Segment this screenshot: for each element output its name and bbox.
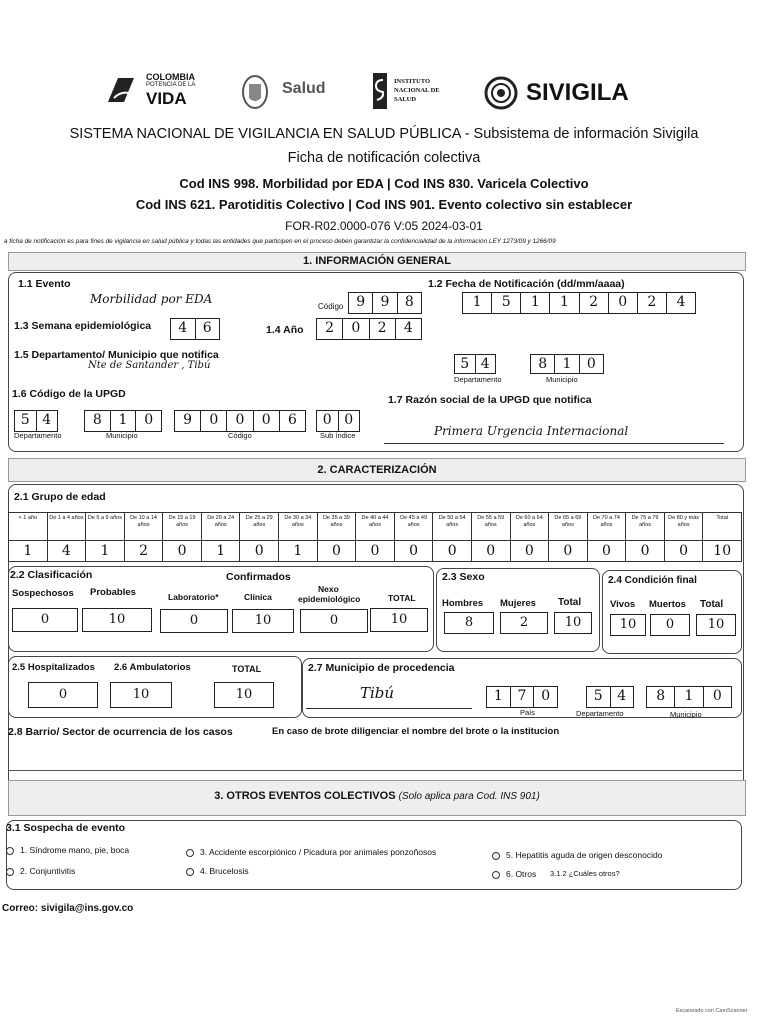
section1-header: 1. INFORMACIÓN GENERAL (8, 252, 746, 271)
upgd-dep-field[interactable] (14, 410, 58, 432)
colombia-logo (104, 72, 204, 108)
clinica-label: Clínica (244, 592, 272, 602)
anio-field[interactable] (316, 318, 422, 340)
radio-circle-icon (6, 847, 14, 855)
age-group-value[interactable]: 0 (511, 540, 550, 562)
codigo-label: Código (318, 302, 344, 311)
digit-cell[interactable]: 2 (580, 293, 609, 313)
razon-social-label: 1.7 Razón social de la UPGD que notifica (388, 394, 592, 406)
radio-circle-icon (6, 868, 14, 876)
radio-circle-icon (186, 849, 194, 857)
digit-cell[interactable]: 2 (370, 319, 396, 339)
section2-header: 2. CARACTERIZACIÓN (8, 458, 746, 482)
option-hepatitis-aguda[interactable]: 5. Hepatitis aguda de origen desconocido (492, 850, 662, 860)
razon-social-value: Primera Urgencia Internacional (434, 424, 629, 438)
digit-cell[interactable]: 9 (373, 293, 397, 313)
ins-logo-line3: SALUD (394, 96, 417, 103)
condicion-label: 2.4 Condición final (608, 575, 697, 586)
procedencia-value: Tibú (360, 684, 395, 702)
brote-label: En caso de brote diligenciar el nombre del brote o la institucion (272, 726, 560, 737)
age-group-values (8, 540, 742, 562)
digit-cell[interactable]: 2 (638, 293, 667, 313)
digit-cell[interactable]: 9 (175, 411, 201, 431)
municipio-caption: Municipio (546, 375, 578, 384)
colombia-logo-line3: VIDA (146, 89, 187, 108)
event-codes-line2: Cod INS 621. Parotiditis Colectivo | Cod INS 901. Evento colectivo sin establecer (135, 197, 633, 212)
vivos-label: Vivos (610, 599, 636, 610)
age-group-value[interactable]: 10 (703, 540, 742, 562)
colombia-logo-line2: POTENCIA DE LA (146, 82, 196, 88)
hombres-field[interactable]: 8 (444, 612, 494, 634)
age-group-value[interactable]: 0 (163, 540, 202, 562)
muertos-label: Muertos (649, 599, 686, 610)
digit-cell[interactable]: 1 (463, 293, 492, 313)
digit-cell[interactable]: 8 (531, 355, 555, 373)
option-accidente-escorpionico[interactable]: 3. Accidente escorpiónico / Picadura por animales ponzoñosos (186, 847, 436, 857)
upgd-cod-caption: Código (228, 431, 252, 440)
municipio-field[interactable] (530, 354, 604, 374)
departamento-caption: Departamento (454, 375, 502, 384)
age-group-value[interactable]: 0 (240, 540, 279, 562)
departamento-field[interactable] (454, 354, 496, 374)
depmun-value: Nte de Santander , Tibú (88, 360, 211, 371)
digit-cell[interactable]: 8 (647, 687, 675, 707)
upgd-label: 1.6 Código de la UPGD (12, 388, 126, 400)
grupo-edad-label: 2.1 Grupo de edad (14, 491, 106, 503)
pais-field[interactable] (486, 686, 558, 708)
age-group-value[interactable]: 0 (588, 540, 627, 562)
coat-of-arms-icon (240, 74, 270, 115)
sexo-total-field[interactable]: 10 (554, 612, 592, 634)
section3-title-note: (Solo aplica para Cod. INS 901) (398, 791, 540, 802)
digit-cell[interactable]: 1 (675, 687, 703, 707)
colombia-logo-line1: COLOMBIA (146, 72, 195, 82)
proc-mun-caption: Municipio (670, 710, 702, 719)
age-group-header: De 50 a 54 años (433, 512, 472, 540)
digit-cell[interactable]: 5 (455, 355, 476, 373)
barrio-label: 2.8 Barrio/ Sector de ocurrencia de los casos (8, 726, 233, 738)
upgd-sub-caption: Sub índice (320, 431, 356, 440)
age-group-value[interactable]: 1 (86, 540, 125, 562)
radio-circle-icon (186, 868, 194, 876)
procedencia-line (306, 708, 472, 709)
fecha-label: 1.2 Fecha de Notificación (dd/mm/aaaa) (428, 278, 625, 290)
digit-cell[interactable]: 5 (15, 411, 37, 431)
ha-total-field[interactable]: 10 (214, 682, 274, 708)
age-group-value[interactable]: 0 (549, 540, 588, 562)
ins-logo-line1: INSTITUTO (394, 78, 431, 85)
ins-logo-line2: NACIONAL DE (394, 87, 440, 94)
sospechosos-label: Sospechosos (12, 588, 74, 599)
cond-total-label: Total (700, 599, 724, 610)
sospechosos-field[interactable]: 0 (12, 608, 78, 632)
digit-cell[interactable]: 0 (609, 293, 638, 313)
nexo-label-2: epidemiológico (298, 594, 361, 604)
salud-logo (240, 72, 340, 112)
age-group-header: De 1 a 4 años (48, 512, 87, 540)
age-group-header: De 10 a 14 años (125, 512, 164, 540)
sivigila-logo-text: SIVIGILA (526, 79, 629, 106)
radio-circle-icon (492, 871, 500, 879)
digit-cell[interactable]: 0 (343, 319, 369, 339)
digit-cell[interactable]: 2 (317, 319, 343, 339)
digit-cell[interactable]: 4 (676, 294, 686, 310)
laboratorio-label: Laboratorio* (168, 592, 219, 602)
event-codes-line1: Cod INS 998. Morbilidad por EDA | Cod INS 830. Varicela Colectivo (179, 176, 589, 191)
digit-cell[interactable]: 0 (586, 356, 596, 372)
ins-emblem-icon (372, 72, 388, 115)
age-group-header: De 20 a 24 años (202, 512, 241, 540)
digit-cell[interactable]: 8 (85, 411, 111, 431)
digit-cell[interactable]: 4 (403, 320, 413, 336)
sexo-total-label: Total (558, 597, 582, 608)
digit-cell[interactable]: 0 (317, 411, 339, 431)
ambulatorios-field[interactable]: 10 (110, 682, 172, 708)
age-group-value[interactable]: 4 (48, 540, 87, 562)
evento-label: 1.1 Evento (18, 278, 71, 290)
age-group-value[interactable]: 0 (318, 540, 357, 562)
razon-social-line (384, 443, 724, 444)
radio-circle-icon (492, 852, 500, 860)
age-group-value[interactable]: 1 (202, 540, 241, 562)
option-sindrome-mano-pie-boca[interactable]: 1. Síndrome mano, pie, boca (6, 845, 129, 855)
pais-caption: País (520, 708, 536, 717)
confirmados-label: Confirmados (226, 571, 291, 583)
age-group-header: De 30 a 34 años (279, 512, 318, 540)
sospecha-label: 3.1 Sospecha de evento (6, 822, 126, 834)
section3-title: 3. OTROS EVENTOS COLECTIVOS (214, 790, 396, 802)
proc-dep-field[interactable] (586, 686, 634, 708)
mujeres-field[interactable]: 2 (500, 612, 548, 634)
age-group-header: De 65 a 69 años (549, 512, 588, 540)
depmun-label: 1.5 Departamento/ Municipio que notifica (14, 349, 219, 361)
digit-cell[interactable]: 6 (287, 412, 297, 428)
digit-cell[interactable]: 1 (111, 411, 137, 431)
digit-cell[interactable]: 8 (404, 294, 414, 310)
digit-cell[interactable]: 0 (254, 411, 280, 431)
hombres-label: Hombres (442, 598, 484, 609)
ambulatorios-label: 2.6 Ambulatorios (114, 662, 191, 673)
age-group-value[interactable]: 2 (125, 540, 164, 562)
evento-value: Morbilidad por EDA (90, 292, 213, 306)
upgd-sub-field[interactable] (316, 410, 360, 432)
anio-label: 1.4 Año (266, 324, 304, 336)
probables-label: Probables (90, 587, 136, 598)
ha-total-label: TOTAL (232, 664, 262, 674)
age-group-value[interactable]: 0 (665, 540, 704, 562)
age-group-header: De 5 a 9 años (86, 512, 125, 540)
age-group-header: De 60 a 64 años (511, 512, 550, 540)
age-group-value[interactable]: 1 (8, 540, 48, 562)
age-group-header: Total (703, 512, 742, 540)
upgd-mun-caption: Municipio (106, 431, 138, 440)
clasif-total-label: TOTAL (388, 593, 416, 603)
document-subtitle: Ficha de notificación colectiva (287, 150, 481, 166)
age-group-header: De 35 a 39 años (318, 512, 357, 540)
codigo-field[interactable] (348, 292, 422, 314)
salud-logo-text: Salud (282, 80, 326, 97)
clasif-total-field[interactable]: 10 (370, 608, 428, 632)
proc-dep-caption: Departamento (576, 709, 624, 718)
digit-cell[interactable]: 0 (201, 411, 227, 431)
correo-footer: Correo: sivigila@ins.gov.co (2, 903, 134, 914)
probables-field[interactable]: 10 (82, 608, 152, 632)
upgd-mun-field[interactable] (84, 410, 162, 432)
digit-cell[interactable]: 5 (587, 687, 611, 707)
hospitalizados-field[interactable]: 0 (28, 682, 98, 708)
colombia-emblem-icon (104, 74, 140, 106)
digit-cell[interactable]: 0 (344, 412, 354, 428)
age-group-value[interactable]: 1 (279, 540, 318, 562)
digit-cell[interactable]: 4 (171, 319, 196, 339)
ins-logo (372, 72, 462, 112)
option-brucelosis[interactable]: 4. Brucelosis (186, 866, 249, 876)
digit-cell[interactable]: 1 (550, 293, 579, 313)
digit-cell[interactable]: 1 (521, 293, 550, 313)
nexo-label-1: Nexo (318, 584, 339, 594)
proc-mun-field[interactable] (646, 686, 732, 708)
form-code: FOR-R02.0000-076 V:05 2024-03-01 (285, 219, 483, 233)
digit-cell[interactable]: 0 (227, 411, 253, 431)
barrio-line (8, 770, 742, 771)
nexo-field[interactable]: 0 (300, 609, 368, 633)
age-group-value[interactable]: 0 (395, 540, 434, 562)
document-title: SISTEMA NACIONAL DE VIGILANCIA EN SALUD PÚBLICA - Subsistema de información Sivigila (69, 126, 699, 142)
clinica-field[interactable]: 10 (232, 609, 294, 633)
age-group-header: De 80 y más años (665, 512, 704, 540)
digit-cell[interactable]: 0 (712, 688, 722, 704)
age-group-header: < 1 año (8, 512, 48, 540)
digit-cell[interactable]: 0 (144, 412, 154, 428)
age-group-header: De 70 a 74 años (588, 512, 627, 540)
procedencia-label: 2.7 Municipio de procedencia (308, 662, 455, 674)
age-group-headers (8, 512, 742, 540)
confidentiality-notice: a ficha de notificación es para fines de vigilancia en salud pública y todas las entidades que participen en el proceso deben garantizar la confidencialidad de la información LEY 1273/09 y 1266/09 (4, 238, 556, 245)
sexo-label: 2.3 Sexo (442, 571, 485, 583)
age-group-header: De 45 a 49 años (395, 512, 434, 540)
laboratorio-field[interactable]: 0 (160, 609, 228, 633)
semana-label: 1.3 Semana epidemiológica (14, 320, 152, 332)
age-group-value[interactable]: 0 (626, 540, 665, 562)
digit-cell[interactable]: 6 (202, 320, 212, 336)
digit-cell[interactable]: 0 (541, 688, 551, 704)
age-group-header: De 25 a 29 años (240, 512, 279, 540)
digit-cell[interactable]: 4 (42, 412, 52, 428)
option-conjuntivitis[interactable]: 2. Conjuntivitis (6, 866, 75, 876)
option-otros[interactable]: 6. Otros (492, 869, 536, 879)
semana-field[interactable] (170, 318, 220, 340)
vivos-field[interactable]: 10 (610, 614, 646, 636)
upgd-dep-caption: Departamento (14, 431, 62, 440)
digit-cell[interactable]: 4 (617, 688, 627, 704)
hospitalizados-label: 2.5 Hospitalizados (12, 662, 95, 673)
age-group-header: De 75 a 79 años (626, 512, 665, 540)
muertos-field[interactable]: 0 (650, 614, 690, 636)
age-group-header: De 40 a 44 años (356, 512, 395, 540)
age-group-value[interactable]: 0 (356, 540, 395, 562)
digit-cell[interactable]: 9 (349, 293, 373, 313)
fecha-field[interactable] (462, 292, 696, 314)
digit-cell[interactable]: 1 (487, 687, 511, 707)
age-group-header: De 15 a 19 años (163, 512, 202, 540)
section3-header (8, 780, 746, 816)
sivigila-eye-icon (484, 76, 518, 115)
upgd-cod-field[interactable] (174, 410, 306, 432)
cond-total-field[interactable]: 10 (696, 614, 736, 636)
age-group-value[interactable]: 0 (472, 540, 511, 562)
digit-cell[interactable]: 4 (480, 356, 490, 372)
sivigila-logo (484, 76, 644, 110)
digit-cell[interactable]: 1 (555, 355, 579, 373)
digit-cell[interactable]: 5 (492, 293, 521, 313)
clasificacion-label: 2.2 Clasificación (10, 569, 93, 581)
age-group-value[interactable]: 0 (433, 540, 472, 562)
cuales-otros-label: 3.1.2 ¿Cuáles otros? (550, 869, 620, 878)
camscanner-watermark: Escaneado con CamScanner (676, 1008, 748, 1014)
age-group-header: De 55 a 59 años (472, 512, 511, 540)
mujeres-label: Mujeres (500, 598, 536, 609)
digit-cell[interactable]: 7 (511, 687, 535, 707)
